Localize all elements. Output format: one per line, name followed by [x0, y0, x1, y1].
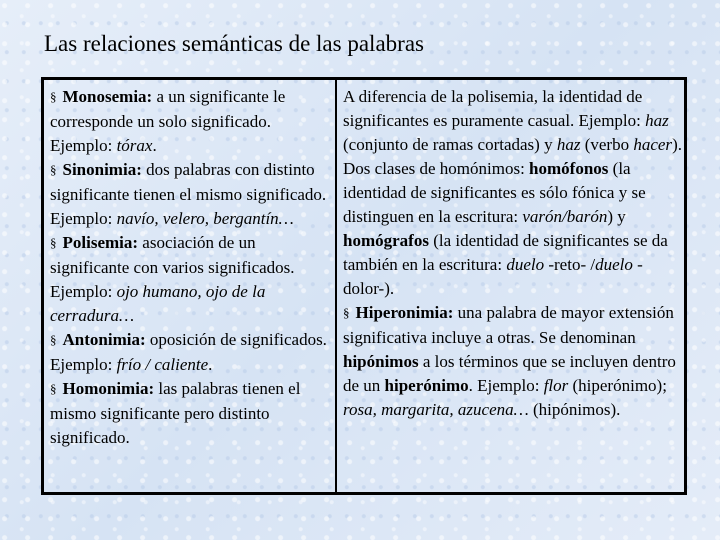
antonimia-example: frío / caliente	[116, 355, 209, 374]
antonimia-entry	[50, 328, 333, 377]
homonimia-detail-text: -dolor-).	[343, 255, 643, 298]
hiperonimia-text: una palabra de mayor extensión significativa incluye a otras. Se denominan	[343, 303, 674, 347]
content-table	[41, 77, 687, 495]
example-duelo: duelo	[506, 255, 545, 274]
sinonimia-definition: dos palabras con distinto significante tienen el mismo significado. Ejemplo:	[50, 160, 327, 228]
hiponimos-term: hipónimos	[343, 352, 419, 371]
homonimia-detail	[343, 85, 682, 301]
sinonimia-term: Sinonimia:	[62, 160, 142, 179]
example-hacer: hacer	[633, 135, 673, 154]
homonimia-detail-text: ). Dos clases de homónimos:	[343, 135, 682, 178]
antonimia-term: Antonimia:	[62, 330, 146, 349]
sinonimia-entry	[50, 158, 333, 231]
bullet-icon: §	[50, 332, 57, 347]
bullet-icon: §	[50, 235, 57, 250]
hiperonimo-term: hiperónimo	[384, 376, 469, 395]
hiperonimia-text: a los términos que se incluyen dentro de un	[343, 352, 676, 395]
monosemia-term: Monosemia:	[62, 87, 153, 106]
right-column	[337, 80, 684, 492]
polisemia-term: Polisemia:	[62, 233, 139, 252]
homonimia-detail-text: ) y	[607, 207, 626, 226]
example-flor: flor	[543, 376, 569, 395]
example-haz: haz	[556, 135, 581, 154]
bullet-icon: §	[50, 381, 57, 396]
homonimia-detail-text: (la identidad de significantes se da también en la escritura:	[343, 231, 668, 274]
monosemia-example: tórax	[116, 136, 153, 155]
example-duelo: duelo	[595, 255, 633, 274]
homonimia-entry	[50, 377, 333, 450]
monosemia-entry	[50, 85, 333, 158]
sinonimia-example: navío, velero, bergantín…	[116, 209, 294, 228]
monosemia-end: .	[152, 136, 157, 155]
hiperonimia-entry	[343, 301, 682, 422]
bullet-icon: §	[50, 162, 57, 177]
polisemia-definition: asociación de un significante con varios significados. Ejemplo:	[50, 233, 295, 301]
example-hiponimos: rosa, margarita, azucena…	[343, 400, 529, 419]
hiperonimia-text: (hiperónimo);	[568, 376, 667, 395]
monosemia-definition: a un significante le corresponde un solo significado. Ejemplo:	[50, 87, 286, 155]
hiperonimia-text: (hipónimos).	[528, 400, 621, 419]
homonimia-detail-text: (verbo	[580, 135, 634, 154]
homografos-term: homógrafos	[343, 231, 429, 250]
left-column	[44, 80, 335, 492]
hiperonimia-text: . Ejemplo:	[468, 376, 544, 395]
homonimia-detail-text: (conjunto de ramas cortadas) y	[343, 135, 557, 154]
bullet-icon: §	[343, 305, 350, 320]
homonimia-detail-text: (la identidad de significantes es sólo fónica y se distinguen en la escritura:	[343, 159, 646, 226]
slide-title: Las relaciones semánticas de las palabras	[44, 31, 424, 56]
homonimia-term: Homonimia:	[62, 379, 155, 398]
antonimia-definition: oposición de significados. Ejemplo:	[50, 330, 327, 374]
example-haz: haz	[645, 111, 669, 130]
homonimia-definition: las palabras tienen el mismo significante pero distinto significado.	[50, 379, 301, 447]
example-varon-baron: varón/barón	[522, 207, 608, 226]
polisemia-entry	[50, 231, 333, 328]
homofonos-term: homófonos	[529, 159, 609, 178]
antonimia-end: .	[208, 355, 213, 374]
polisemia-example: ojo humano, ojo de la cerradura…	[50, 282, 266, 325]
homonimia-detail-text: -reto- /	[544, 255, 596, 274]
hiperonimia-term: Hiperonimia:	[355, 303, 454, 322]
bullet-icon: §	[50, 89, 57, 104]
homonimia-detail-text: A diferencia de la polisemia, la identidad de significantes es puramente casual. Ejemplo:	[343, 87, 646, 130]
